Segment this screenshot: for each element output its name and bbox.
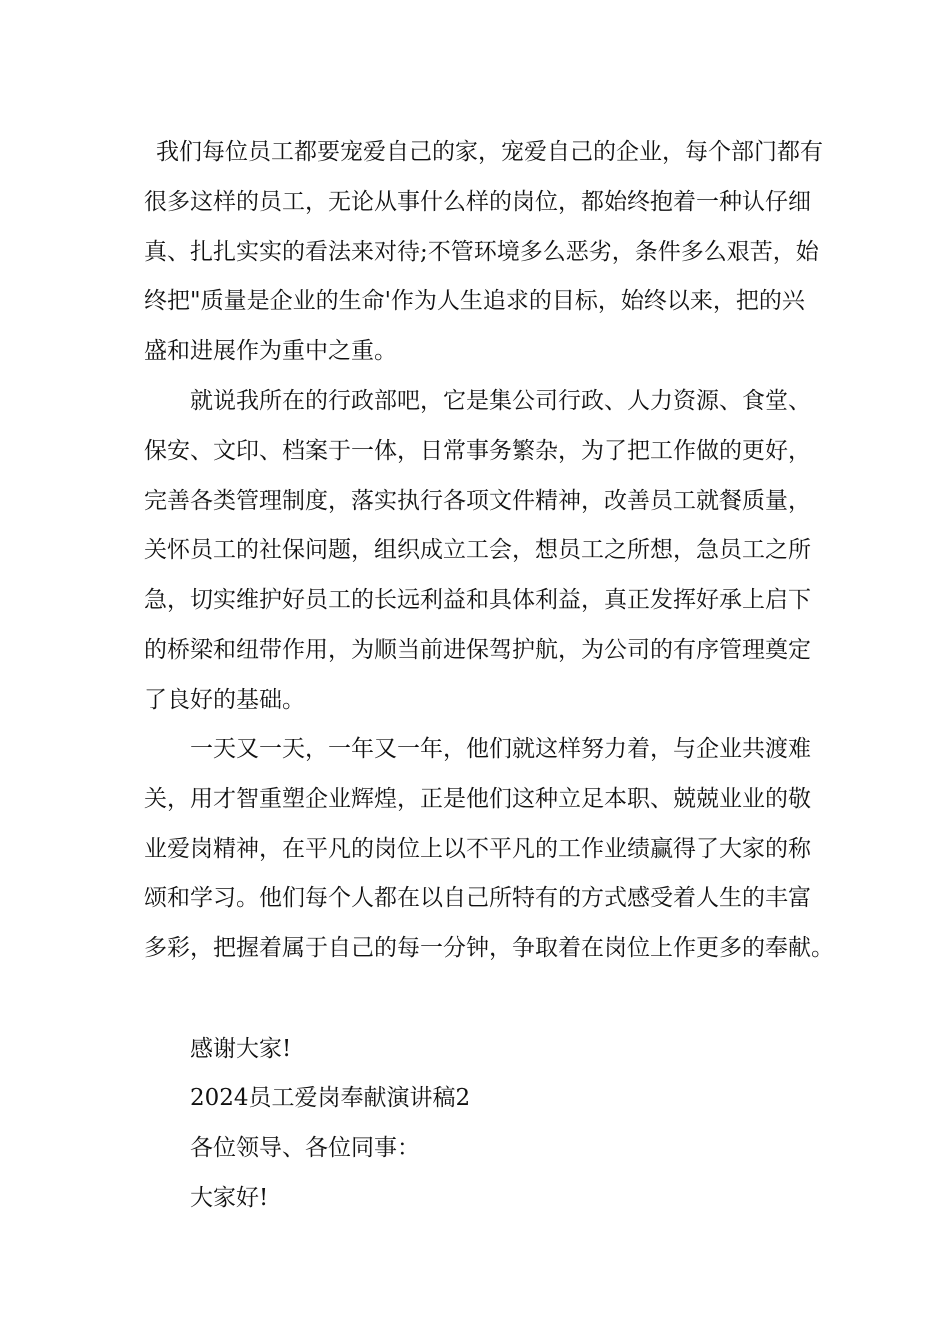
- paragraph-line: 盛和进展作为重中之重。: [144, 338, 397, 365]
- paragraph-1: [144, 128, 824, 377]
- paragraph-line: 多彩，把握着属于自己的每一分钟，争取着在岗位上作更多的奉献。: [144, 935, 834, 962]
- paragraph-line: 很多这样的员工，无论从事什么样的岗位，都始终抱着一种认仔细: [144, 188, 811, 215]
- greeting: 大家好!: [190, 1185, 269, 1211]
- paragraph-line: 终把"质量是企业的生命'作为人生追求的目标，始终以来，把的兴: [144, 288, 805, 315]
- paragraph-line: 保安、文印、档案于一体，日常事务繁杂，为了把工作做的更好，: [144, 437, 811, 464]
- paragraph-line: 颂和学习。他们每个人都在以自己所特有的方式感受着人生的丰富: [144, 885, 811, 912]
- closing-thanks: 感谢大家!: [190, 1036, 292, 1062]
- salutation: 各位领导、各位同事：: [190, 1135, 420, 1161]
- paragraph-line: 的桥梁和纽带作用，为顺当前进保驾护航，为公司的有序管理奠定: [144, 636, 811, 663]
- paragraph-line: 关，用才智重塑企业辉煌，正是他们这种立足本职、兢兢业业的敬: [144, 785, 811, 812]
- paragraph-3: [144, 725, 834, 974]
- paragraph-line: 完善各类管理制度，落实执行各项文件精神，改善员工就餐质量，: [144, 487, 811, 514]
- paragraph-line: 就说我所在的行政部吧，它是集公司行政、人力资源、食堂、: [190, 388, 811, 414]
- paragraph-2: [144, 377, 824, 726]
- paragraph-line: 了良好的基础。: [144, 686, 305, 713]
- paragraph-line: 业爱岗精神，在平凡的岗位上以不平凡的工作业绩赢得了大家的称: [144, 835, 811, 862]
- next-speech-title: 2024员工爱岗奉献演讲稿2: [190, 1085, 471, 1111]
- paragraph-line: 一天又一天，一年又一年，他们就这样努力着，与企业共渡难: [190, 736, 811, 762]
- paragraph-line: 真、扎扎实实的看法来对待;不管环境多么恶劣，条件多么艰苦，始: [144, 238, 819, 265]
- paragraph-line: 关怀员工的社保问题，组织成立工会，想员工之所想，急员工之所: [144, 537, 811, 564]
- paragraph-line: 我们每位员工都要宠爱自己的家，宠爱自己的企业，每个部门都有: [156, 139, 823, 165]
- paragraph-line: 急，切实维护好员工的长远利益和具体利益，真正发挥好承上启下: [144, 587, 811, 614]
